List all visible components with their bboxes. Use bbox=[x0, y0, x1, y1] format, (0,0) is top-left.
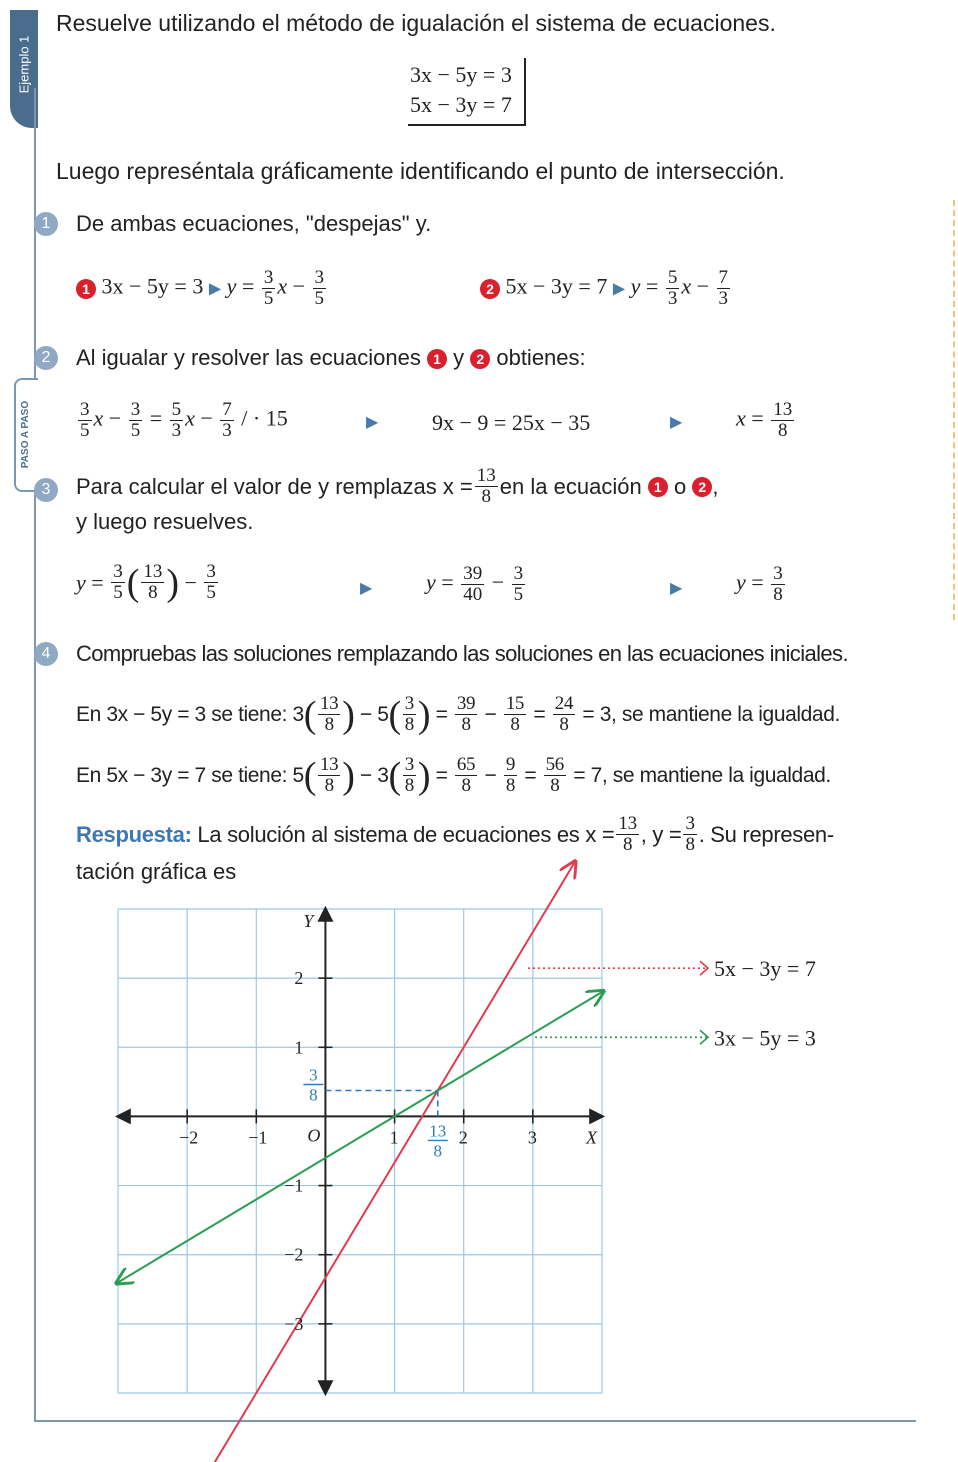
intersection-y-label-denominator: 8 bbox=[309, 1085, 318, 1105]
step-1-eq-1: 3x − 5y = 3 bbox=[101, 273, 204, 299]
system-eq-1: 3x − 5y = 3 bbox=[410, 62, 512, 87]
step-3-mid: y = $\frac{39}{40}$ − $\frac{3}{5}$ bbox=[426, 563, 524, 605]
check-2: En 5x − 3y = 7 se tiene: 5 ( $\frac{13}{8}$ ) − 3 ( $\frac{3}{8}$ ) = $\frac{65}{8}$ − $\frac{9}{8}$ = $\frac{56}{8}$ = 7, se mantiene la igualdad. bbox=[76, 754, 831, 797]
x-tick-label: −1 bbox=[248, 1127, 268, 1148]
y-tick-label: −2 bbox=[284, 1244, 304, 1265]
step-3-result: y = $\frac{3}{8}$ bbox=[736, 563, 783, 605]
step-1-eq-1-row: 1 3x − 5y = 3 ▶ y = $\frac{3}{5}$ x − $\frac{3}{5}$ bbox=[76, 268, 328, 309]
arrow-icon: ▶ bbox=[670, 580, 683, 597]
arrow-icon: ▶ bbox=[366, 414, 379, 431]
chart-grid bbox=[118, 909, 602, 1393]
origin-label: O bbox=[307, 1125, 321, 1146]
answer-line-2: tación gráfica es bbox=[76, 859, 237, 884]
answer-label: Respuesta: bbox=[76, 821, 192, 847]
step-4-number: 4 bbox=[34, 642, 58, 666]
y-tick-label: −1 bbox=[284, 1175, 304, 1196]
intro-line-1: Resuelve utilizando el método de igualación el sistema de ecuaciones. bbox=[56, 10, 776, 36]
step-1-eq-2-row: 2 5x − 3y = 7 ▶ y = $\frac{5}{3}$ x − $\frac{7}{3}$ bbox=[480, 268, 732, 309]
step-1-number: 1 bbox=[34, 212, 58, 236]
step-1-text: De ambas ecuaciones, "despejas" y. bbox=[76, 211, 432, 236]
chart-labels bbox=[179, 911, 816, 1334]
x-tick-label: 2 bbox=[458, 1127, 468, 1148]
arrow-icon: ▶ bbox=[612, 280, 626, 298]
y-axis-label: Y bbox=[303, 911, 314, 931]
x-tick-label: 1 bbox=[389, 1127, 399, 1148]
chart-lines bbox=[118, 863, 602, 1462]
step-2-number: 2 bbox=[34, 346, 58, 370]
chart-axes bbox=[118, 909, 602, 1393]
step-3-number: 3 bbox=[34, 478, 58, 502]
answer-line-1: Respuesta: La solución al sistema de ecuaciones es x = $\frac{13}{8}$ , y = $\frac{3}{8}$ . Su represen- bbox=[76, 813, 834, 855]
step-4-text: Compruebas las soluciones remplazando las soluciones en las ecuaciones iniciales. bbox=[76, 641, 848, 666]
eq-marker-2: 2 bbox=[480, 279, 500, 299]
arrow-icon: ▶ bbox=[208, 280, 222, 298]
step-2-equation: $\frac{3}{5}$ x − $\frac{3}{5}$ = $\frac{5}{3}$ x − $\frac{7}{3}$ / · 15 bbox=[80, 399, 288, 441]
y-tick-label: −3 bbox=[284, 1313, 304, 1334]
step-2-mid: 9x − 9 = 25x − 35 bbox=[432, 410, 591, 435]
ejemplo-label: Ejemplo 1 bbox=[16, 35, 32, 93]
chart-ticks bbox=[187, 978, 533, 1324]
step-2-text: Al igualar y resolver las ecuaciones 1 y 2 obtienes: bbox=[76, 345, 586, 370]
step-3-text-line-2: y luego resuelves. bbox=[76, 509, 254, 534]
intersection-x-label-denominator: 8 bbox=[433, 1141, 443, 1161]
y-tick-label: 1 bbox=[294, 1037, 304, 1058]
intro-line-2: Luego represéntala gráficamente identificando el punto de intersección. bbox=[56, 158, 785, 184]
step-3-text: Para calcular el valor de y remplazas x = $\frac{13}{8}$ en la ecuación 1 o 2 , bbox=[76, 465, 719, 507]
step-1-eq-2: 5x − 3y = 7 bbox=[505, 273, 608, 299]
x-tick-label: 3 bbox=[527, 1127, 537, 1148]
step-3-equation: y = $\frac{3}{5}$ ( $\frac{13}{8}$ ) − $\frac{3}{5}$ bbox=[76, 561, 216, 604]
eq-marker-1: 1 bbox=[76, 279, 96, 299]
step-2-result: x = $\frac{13}{8}$ bbox=[736, 399, 793, 441]
x-tick-label: −2 bbox=[179, 1127, 199, 1148]
intersection-y-label bbox=[303, 1066, 323, 1105]
check-1: En 3x − 5y = 3 se tiene: 3 ( $\frac{13}{8}$ ) − 5 ( $\frac{3}{8}$ ) = $\frac{39}{8}$ − $\frac{15}{8}$ = $\frac{24}{8}$ = 3, se mantiene la igualdad. bbox=[76, 693, 840, 736]
legend-label: 3x − 5y = 3 bbox=[714, 1025, 816, 1051]
intersection-x-label-numerator: 13 bbox=[429, 1121, 447, 1141]
system-eq-2: 5x − 3y = 7 bbox=[410, 92, 512, 117]
multiply-note: / · 15 bbox=[241, 405, 288, 431]
legend-label: 5x − 3y = 7 bbox=[714, 956, 816, 982]
paso-label: PASO A PASO bbox=[20, 400, 32, 468]
arrow-icon: ▶ bbox=[360, 580, 373, 597]
series-line bbox=[187, 863, 574, 1462]
intersection-x-label bbox=[428, 1121, 448, 1160]
y-tick-label: 2 bbox=[294, 968, 304, 989]
x-axis-label: X bbox=[586, 1127, 597, 1148]
arrow-icon: ▶ bbox=[670, 414, 683, 431]
intersection-y-label-numerator: 3 bbox=[309, 1065, 318, 1085]
